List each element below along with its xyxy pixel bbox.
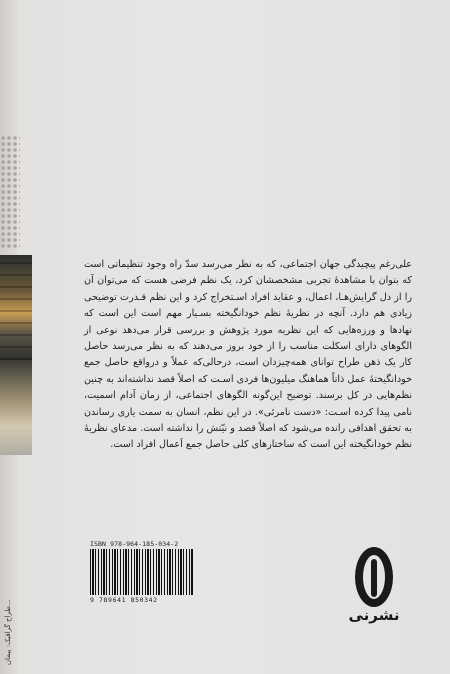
barcode — [90, 549, 194, 595]
publisher-logo-icon — [352, 545, 396, 609]
designer-credit: طراح گرافیک: پیمان... — [4, 599, 12, 665]
cover-photo-strip — [0, 255, 32, 360]
synopsis-paragraph: علی‌رغم پیچیدگی جهان اجتماعی، که به نظر می‌رسد سدّ راه وجود تنظیماتی است که بتوان با مشاهدهٔ تجربی مشخصشان کرد، یک نظم فرضی هست که می‌توان آن را از دل گرایش‌هـا، اعمال، و عقاید افراد اسـتخراج کرد و این نظم قـدرت توضیحی زیادی هم دارد. آنچه در نظریهٔ نظم خودانگیخته بسـیار مهم است این است که نهادها و ورزه‌هایی که این نظریه مورد پژوهش و بررسی قرار می‌دهد نوعی از الگوهای دارای اسکلت مناسب را از خود بروز می‌دهند که به نظر می‌رسد حاصل کار یک ذهن طراح توانای همه‌چیزدان است، درحالی‌که عملاً و درواقع حاصل جمع خودانگیختهٔ عمل ذاتاً هماهنگ میلیون‌ها فردی اسـت که اصلاً قصد نداشته‌اند به چنین نظم‌هایی در کل برسند. توضیح این‌گونه الگوهای اجتماعی، از زمان آدام اسمیت، نامی پیدا کرده اسـت: «دست نامرئی». در این نظم، انسان به سمت یاری رساندن به تحقق اهدافی رانده می‌شود که اصلاً قصد و نیّتش را نداشته است. مدعای نظریهٔ نظم خودانگیخته این است که ساختارهای کلی حاصل جمع اَعمال افراد است. — [84, 259, 412, 451]
barcode-number: 9 789641 850342 — [90, 596, 158, 604]
dot-pattern — [0, 135, 20, 250]
publisher-name: نشرنی — [348, 606, 400, 624]
cover-photo-strip-lower — [0, 360, 32, 455]
isbn-label: ISBN 978-964-185-034-2 — [90, 540, 179, 548]
